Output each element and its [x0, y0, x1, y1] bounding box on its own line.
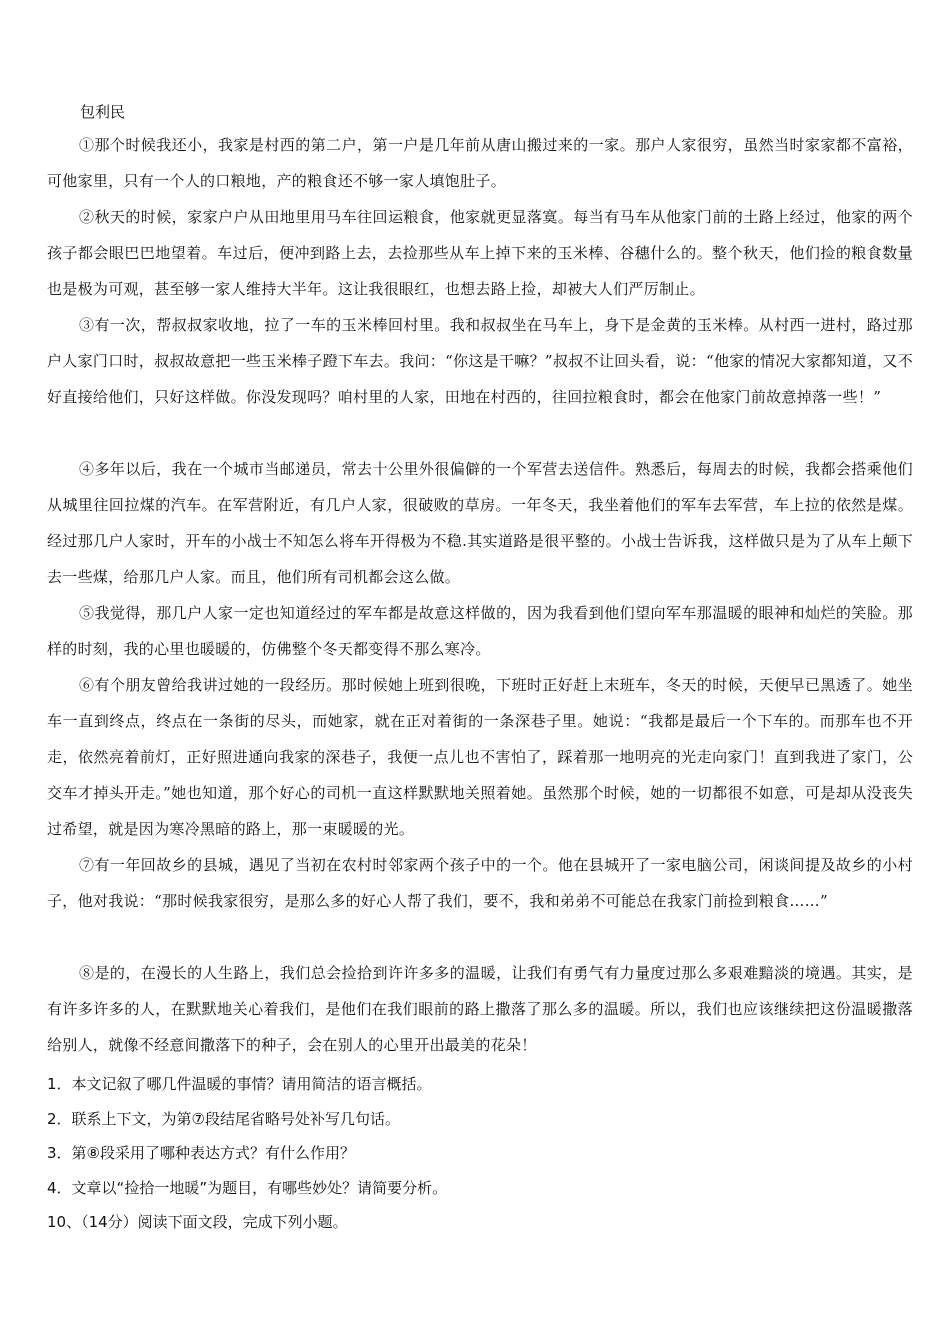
- article-author: 包利民: [80, 103, 126, 121]
- article-paragraph-3: ③有一次，帮叔叔家收地，拉了一车的玉米棒回村里。我和叔叔坐在马车上，身下是金黄的玉米棒。从村西一进村，路过那户人家门口时，叔叔故意把一些玉米棒子蹬下车去。我问：“你这是干嘛？”叔叔不让回头看，说：“他家的情况大家都知道，又不好直接给他们，只好这样做。你没发现吗？咱村里的人家，田地在村西的，往回拉粮食时，都会在他家门前故意掉落一些！”: [47, 316, 913, 406]
- article-paragraph-4: ④多年以后，我在一个城市当邮递员，常去十公里外很偏僻的一个军营去送信件。熟悉后，每周去的时候，我都会搭乘他们从城里往回拉煤的汽车。在军营附近，有几户人家，很破败的草房。一年冬天，我坐着他们的军车去军营，车上拉的依然是煤。经过那几户人家时，开车的小战士不知怎么将车开得极为不稳.其实道路是很平整的。小战士告诉我，这样做只是为了从车上颠下去一些煤，给那几户人家。而且，他们所有司机都会这么做。: [47, 460, 913, 586]
- article-paragraph-1: ①那个时候我还小，我家是村西的第二户，第一户是几年前从唐山搬过来的一家。那户人家很穷，虽然当时家家都不富裕，可他家里，只有一个人的口粮地，产的粮食还不够一家人填饱肚子。: [47, 136, 913, 190]
- article-paragraph-7: ⑦有一年回故乡的县城，遇见了当初在农村时邻家两个孩子中的一个。他在县城开了一家电脑公司，闲谈间提及故乡的小村子，他对我说：“那时候我家很穷，是那么多的好心人帮了我们，要不，我和弟弟不可能总在我家门前捡到粮食……”: [47, 856, 913, 910]
- next-section-heading: 10、（14分）阅读下面文段，完成下列小题。: [47, 1213, 348, 1231]
- article-paragraph-5: ⑤我觉得，那几户人家一定也知道经过的军车都是故意这样做的，因为我看到他们望向军车那温暖的眼神和灿烂的笑脸。那样的时刻，我的心里也暖暖的，仿佛整个冬天都变得不那么寒冷。: [47, 604, 913, 658]
- article-paragraph-8: ⑧是的，在漫长的人生路上，我们总会捡拾到许许多多的温暖，让我们有勇气有力量度过那么多艰难黯淡的境遇。其实，是有许多许多的人，在默默地关心着我们，是他们在我们眼前的路上撒落了那么多的温暖。所以，我们也应该继续把这份温暖撒落给别人，就像不经意间撒落下的种子，会在别人的心里开出最美的花朵！: [47, 964, 913, 1054]
- question-2: 2．联系上下文，为第⑦段结尾省略号处补写几句话。: [47, 1110, 400, 1128]
- question-1: 1．本文记叙了哪几件温暖的事情？请用简洁的语言概括。: [47, 1075, 432, 1093]
- article-paragraph-2: ②秋天的时候，家家户户从田地里用马车往回运粮食，他家就更显落寞。每当有马车从他家门前的土路上经过，他家的两个孩子都会眼巴巴地望着。车过后，便冲到路上去，去捡那些从车上掉下来的玉米棒、谷穗什么的。整个秋天，他们捡的粮食数量也是极为可观，甚至够一家人维持大半年。这让我很眼红，也想去路上捡，却被大人们严厉制止。: [47, 208, 913, 298]
- question-3: 3．第⑧段采用了哪种表达方式？有什么作用？: [47, 1144, 355, 1162]
- question-4: 4．文章以“捡拾一地暖”为题目，有哪些妙处？请简要分析。: [47, 1179, 448, 1197]
- article-paragraph-6: ⑥有个朋友曾给我讲过她的一段经历。那时候她上班到很晚，下班时正好赶上末班车，冬天的时候，天便早已黑透了。她坐车一直到终点，终点在一条街的尽头，而她家，就在正对着街的一条深巷子里。她说：“我都是最后一个下车的。而那车也不开走，依然亮着前灯，正好照进通向我家的深巷子，我便一点儿也不害怕了，踩着那一地明亮的光走向家门！直到我进了家门，公交车才掉头开走。”她也知道，那个好心的司机一直这样默默地关照着她。虽然那个时候，她的一切都很不如意，可是却从没丧失过希望，就是因为寒冷黑暗的路上，那一束暖暖的光。: [47, 676, 913, 838]
